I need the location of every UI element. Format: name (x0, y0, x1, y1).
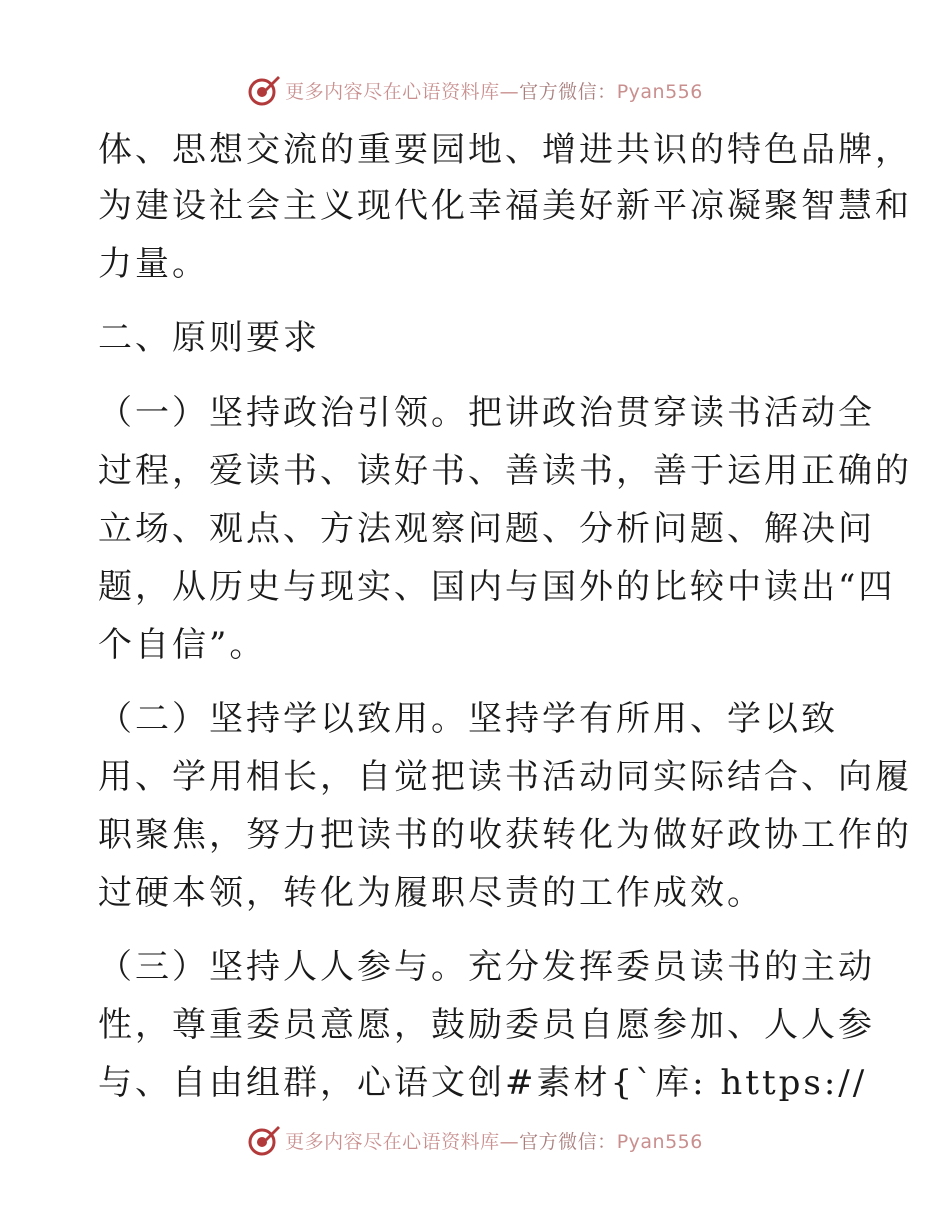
watermark-site: 更多内容尽在心语资料库 (285, 1130, 500, 1153)
paragraph-line: 用、学用相长，自觉把读书活动同实际结合、向履 (98, 757, 912, 797)
watermark-separator: — (499, 80, 520, 103)
pen-logo-icon (247, 1123, 281, 1157)
paragraph-line: 过程，爱读书、读好书、善读书，善于运用正确的 (98, 451, 912, 491)
paragraph-line: （一）坚持政治引领。把讲政治贯穿读书活动全 (98, 393, 875, 433)
paragraph-line: 为建设社会主义现代化幸福美好新平凉凝聚智慧和 (98, 186, 912, 226)
watermark-text (285, 1127, 703, 1154)
paragraph-line: 性，尊重委员意愿，鼓励委员自愿参加、人人参 (98, 1005, 875, 1045)
header-watermark (0, 70, 950, 110)
watermark-wechat-label: 官方微信： (519, 1130, 617, 1153)
paragraph-line: 与、自由组群，心语文创#素材{`库: https:// (98, 1063, 868, 1103)
paragraph-line: 立场、观点、方法观察问题、分析问题、解决问 (98, 509, 875, 549)
paragraph-line: （三）坚持人人参与。充分发挥委员读书的主动 (98, 947, 875, 987)
paragraph-line: 力量。 (98, 244, 209, 284)
watermark-site: 更多内容尽在心语资料库 (285, 80, 500, 103)
watermark-wechat-id: Pyan556 (616, 80, 703, 103)
watermark-separator: — (499, 1130, 520, 1153)
pen-logo-icon (247, 73, 281, 107)
paragraph-line: 个自信”。 (98, 625, 267, 665)
watermark-wechat-label: 官方微信： (519, 80, 617, 103)
paragraph-line: 题，从历史与现实、国内与国外的比较中读出“四 (98, 567, 896, 607)
paragraph-line: 职聚焦，努力把读书的收获转化为做好政协工作的 (98, 815, 912, 855)
paragraph-line: （二）坚持学以致用。坚持学有所用、学以致 (98, 699, 838, 739)
section-heading: 二、原则要求 (98, 318, 320, 358)
footer-watermark (0, 1120, 950, 1160)
paragraph-line: 过硬本领，转化为履职尽责的工作成效。 (98, 873, 764, 913)
watermark-wechat-id: Pyan556 (616, 1130, 703, 1153)
paragraph-line: 体、思想交流的重要园地、增进共识的特色品牌， (98, 130, 912, 170)
watermark-text (285, 77, 703, 104)
